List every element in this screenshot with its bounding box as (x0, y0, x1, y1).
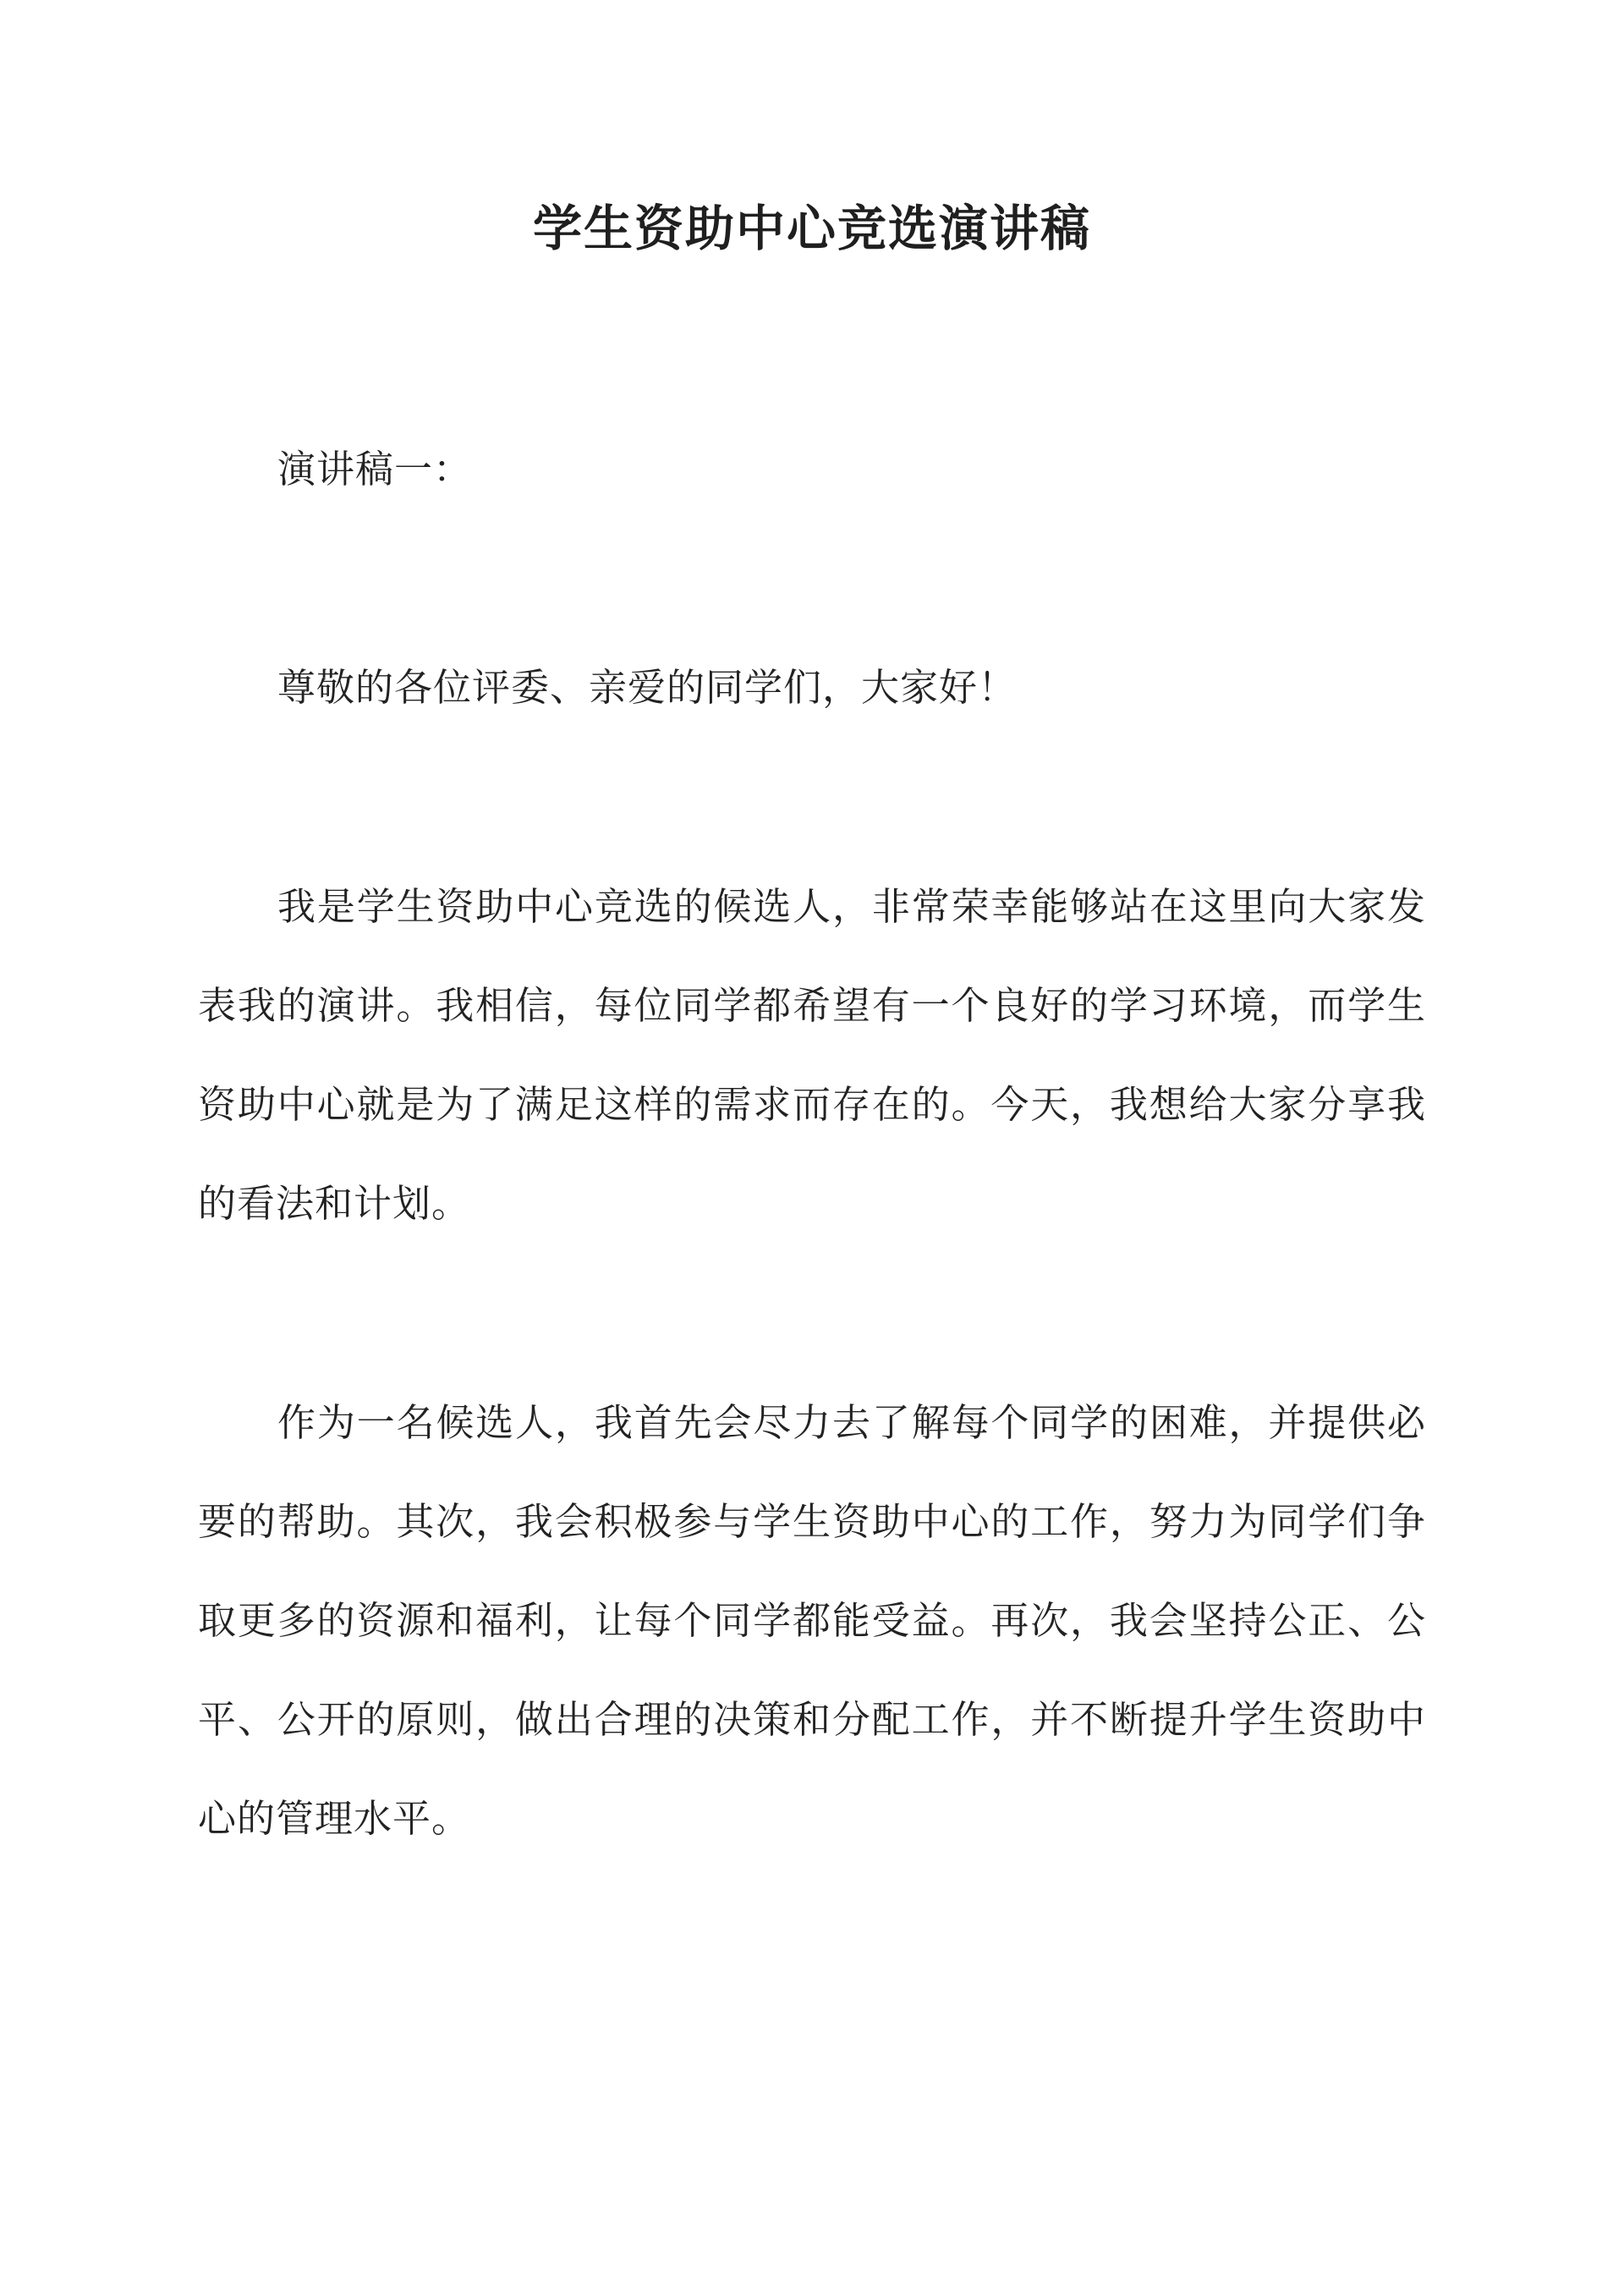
section-heading: 演讲稿一： (277, 447, 473, 492)
page-title: 学生资助中心竞选演讲稿 (532, 200, 1091, 257)
plan-paragraph: 作为一名候选人，我首先会尽力去了解每个同学的困难，并提供必要的帮助。其次，我会积极参与学生资助中心的工作，努力为同学们争取更多的资源和福利，让每个同学都能受益。再次，我会坚持公正、公平、公开的原则，做出合理的决策和分配工作，并不断提升学生资助中心的管理水平。 (198, 1400, 1426, 1841)
intro-paragraph: 我是学生资助中心竞选的候选人，非常荣幸能够站在这里向大家发表我的演讲。我相信，每位同学都希望有一个良好的学习环境，而学生资助中心就是为了满足这样的需求而存在的。今天，我想给大家分享我的看法和计划。 (198, 884, 1426, 1226)
greeting-paragraph: 尊敬的各位评委、亲爱的同学们，大家好！ (277, 665, 1018, 710)
